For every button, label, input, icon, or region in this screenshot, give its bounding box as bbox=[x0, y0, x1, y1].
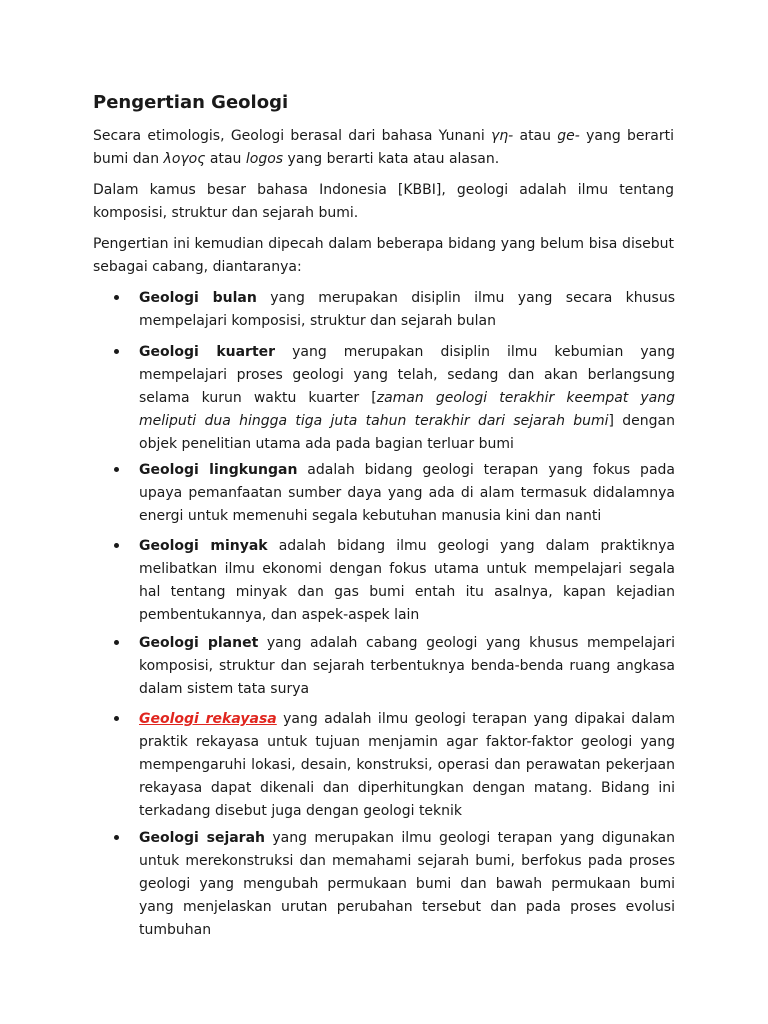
text-span: yang berarti kata atau alasan. bbox=[283, 150, 500, 167]
text-span: atau bbox=[513, 128, 558, 144]
item-text: adalah bidang ilmu geologi yang dalam praktiknya melibatkan ilmu ekonomi dengan fokus utama untuk mempelajari segala hal tentang minyak dan gas bumi entah itu asalnya, kapan kejadian pembentukannya, dan aspek-aspek lain bbox=[139, 538, 675, 623]
item-text: yang adalah cabang geologi yang khusus mempelajari komposisi, struktur dan sejarah terbentuknya benda-benda ruang angkasa dalam sistem tata surya bbox=[139, 635, 675, 697]
item-term-link[interactable]: Geologi rekayasa bbox=[139, 711, 277, 727]
paragraph-etymology bbox=[93, 125, 674, 170]
item-term: Geologi kuarter bbox=[139, 344, 276, 360]
paragraph-intro-list: Pengertian ini kemudian dipecah dalam beberapa bidang yang belum bisa disebut sebagai cabang, diantaranya: bbox=[93, 236, 674, 275]
item-italic-note: zaman geologi terakhir keempat yang meliputi dua hingga tiga juta tahun terakhir dari sejarah bumi bbox=[139, 390, 676, 429]
item-text: adalah bidang geologi terapan yang fokus pada upaya pemanfaatan sumber daya yang ada di alam termasuk didalamnya energi untuk memenuhi segala kebutuhan manusia kini dan nanti bbox=[139, 462, 675, 524]
text-span: yang berarti bumi dan bbox=[93, 128, 675, 167]
bullet-icon bbox=[114, 640, 119, 645]
bullet-icon bbox=[114, 835, 119, 840]
greek-word-ge: γη- bbox=[491, 128, 514, 144]
item-term: Geologi planet bbox=[139, 635, 259, 651]
list-item-geologi-planet bbox=[139, 632, 675, 701]
list-item-geologi-sejarah bbox=[139, 827, 675, 942]
item-term: Geologi lingkungan bbox=[139, 462, 298, 478]
latin-word-ge: ge- bbox=[557, 128, 580, 144]
list-item-geologi-bulan bbox=[139, 287, 675, 333]
list-item-geologi-rekayasa bbox=[139, 708, 675, 823]
greek-word-logos: λογος bbox=[163, 150, 206, 167]
paragraph-kbbi: Dalam kamus besar bahasa Indonesia [KBBI], geologi adalah ilmu tentang komposisi, struktur dan sejarah bumi. bbox=[93, 182, 674, 221]
item-text: yang merupakan disiplin ilmu kebumian yang mempelajari proses geologi yang telah, sedang dan akan berlangsung selama kurun waktu kuarter [ bbox=[139, 344, 676, 406]
text-span: Secara etimologis, Geologi berasal dari bahasa Yunani bbox=[93, 128, 491, 144]
bullet-icon bbox=[114, 543, 119, 548]
item-term: Geologi bulan bbox=[139, 290, 257, 306]
bullet-icon bbox=[114, 467, 119, 472]
item-term: Geologi minyak bbox=[139, 538, 268, 554]
item-text: ] dengan objek penelitian utama ada pada bagian terluar bumi bbox=[139, 413, 675, 452]
item-text: yang merupakan disiplin ilmu yang secara khusus mempelajari komposisi, struktur dan sejarah bulan bbox=[139, 290, 675, 329]
list-item-geologi-minyak bbox=[139, 535, 675, 627]
list-item-geologi-lingkungan bbox=[139, 459, 675, 528]
item-term: Geologi sejarah bbox=[139, 830, 266, 846]
page-title: Pengertian Geologi bbox=[93, 92, 289, 113]
item-text: yang merupakan ilmu geologi terapan yang digunakan untuk merekonstruksi dan memahami sejarah bumi, berfokus pada proses geologi yang mengubah permukaan bumi dan bawah permukaan bumi yang menjelaskan urutan perubahan tersebut dan pada proses evolusi tumbuhan bbox=[139, 830, 676, 938]
bullet-icon bbox=[114, 716, 119, 721]
bullet-icon bbox=[114, 349, 119, 354]
item-text: yang adalah ilmu geologi terapan yang dipakai dalam praktik rekayasa untuk tujuan menjamin agar faktor-faktor geologi yang mempengaruhi lokasi, desain, konstruksi, operasi dan perawatan pekerjaan rekayasa dapat dikenali dan diperhitungkan dengan matang. Bidang ini terkadang disebut juga dengan geologi teknik bbox=[139, 711, 676, 819]
latin-word-logos: logos bbox=[245, 150, 284, 167]
list-item-geologi-kuarter bbox=[139, 341, 675, 456]
bullet-icon bbox=[114, 295, 119, 300]
text-span: atau bbox=[205, 150, 246, 167]
